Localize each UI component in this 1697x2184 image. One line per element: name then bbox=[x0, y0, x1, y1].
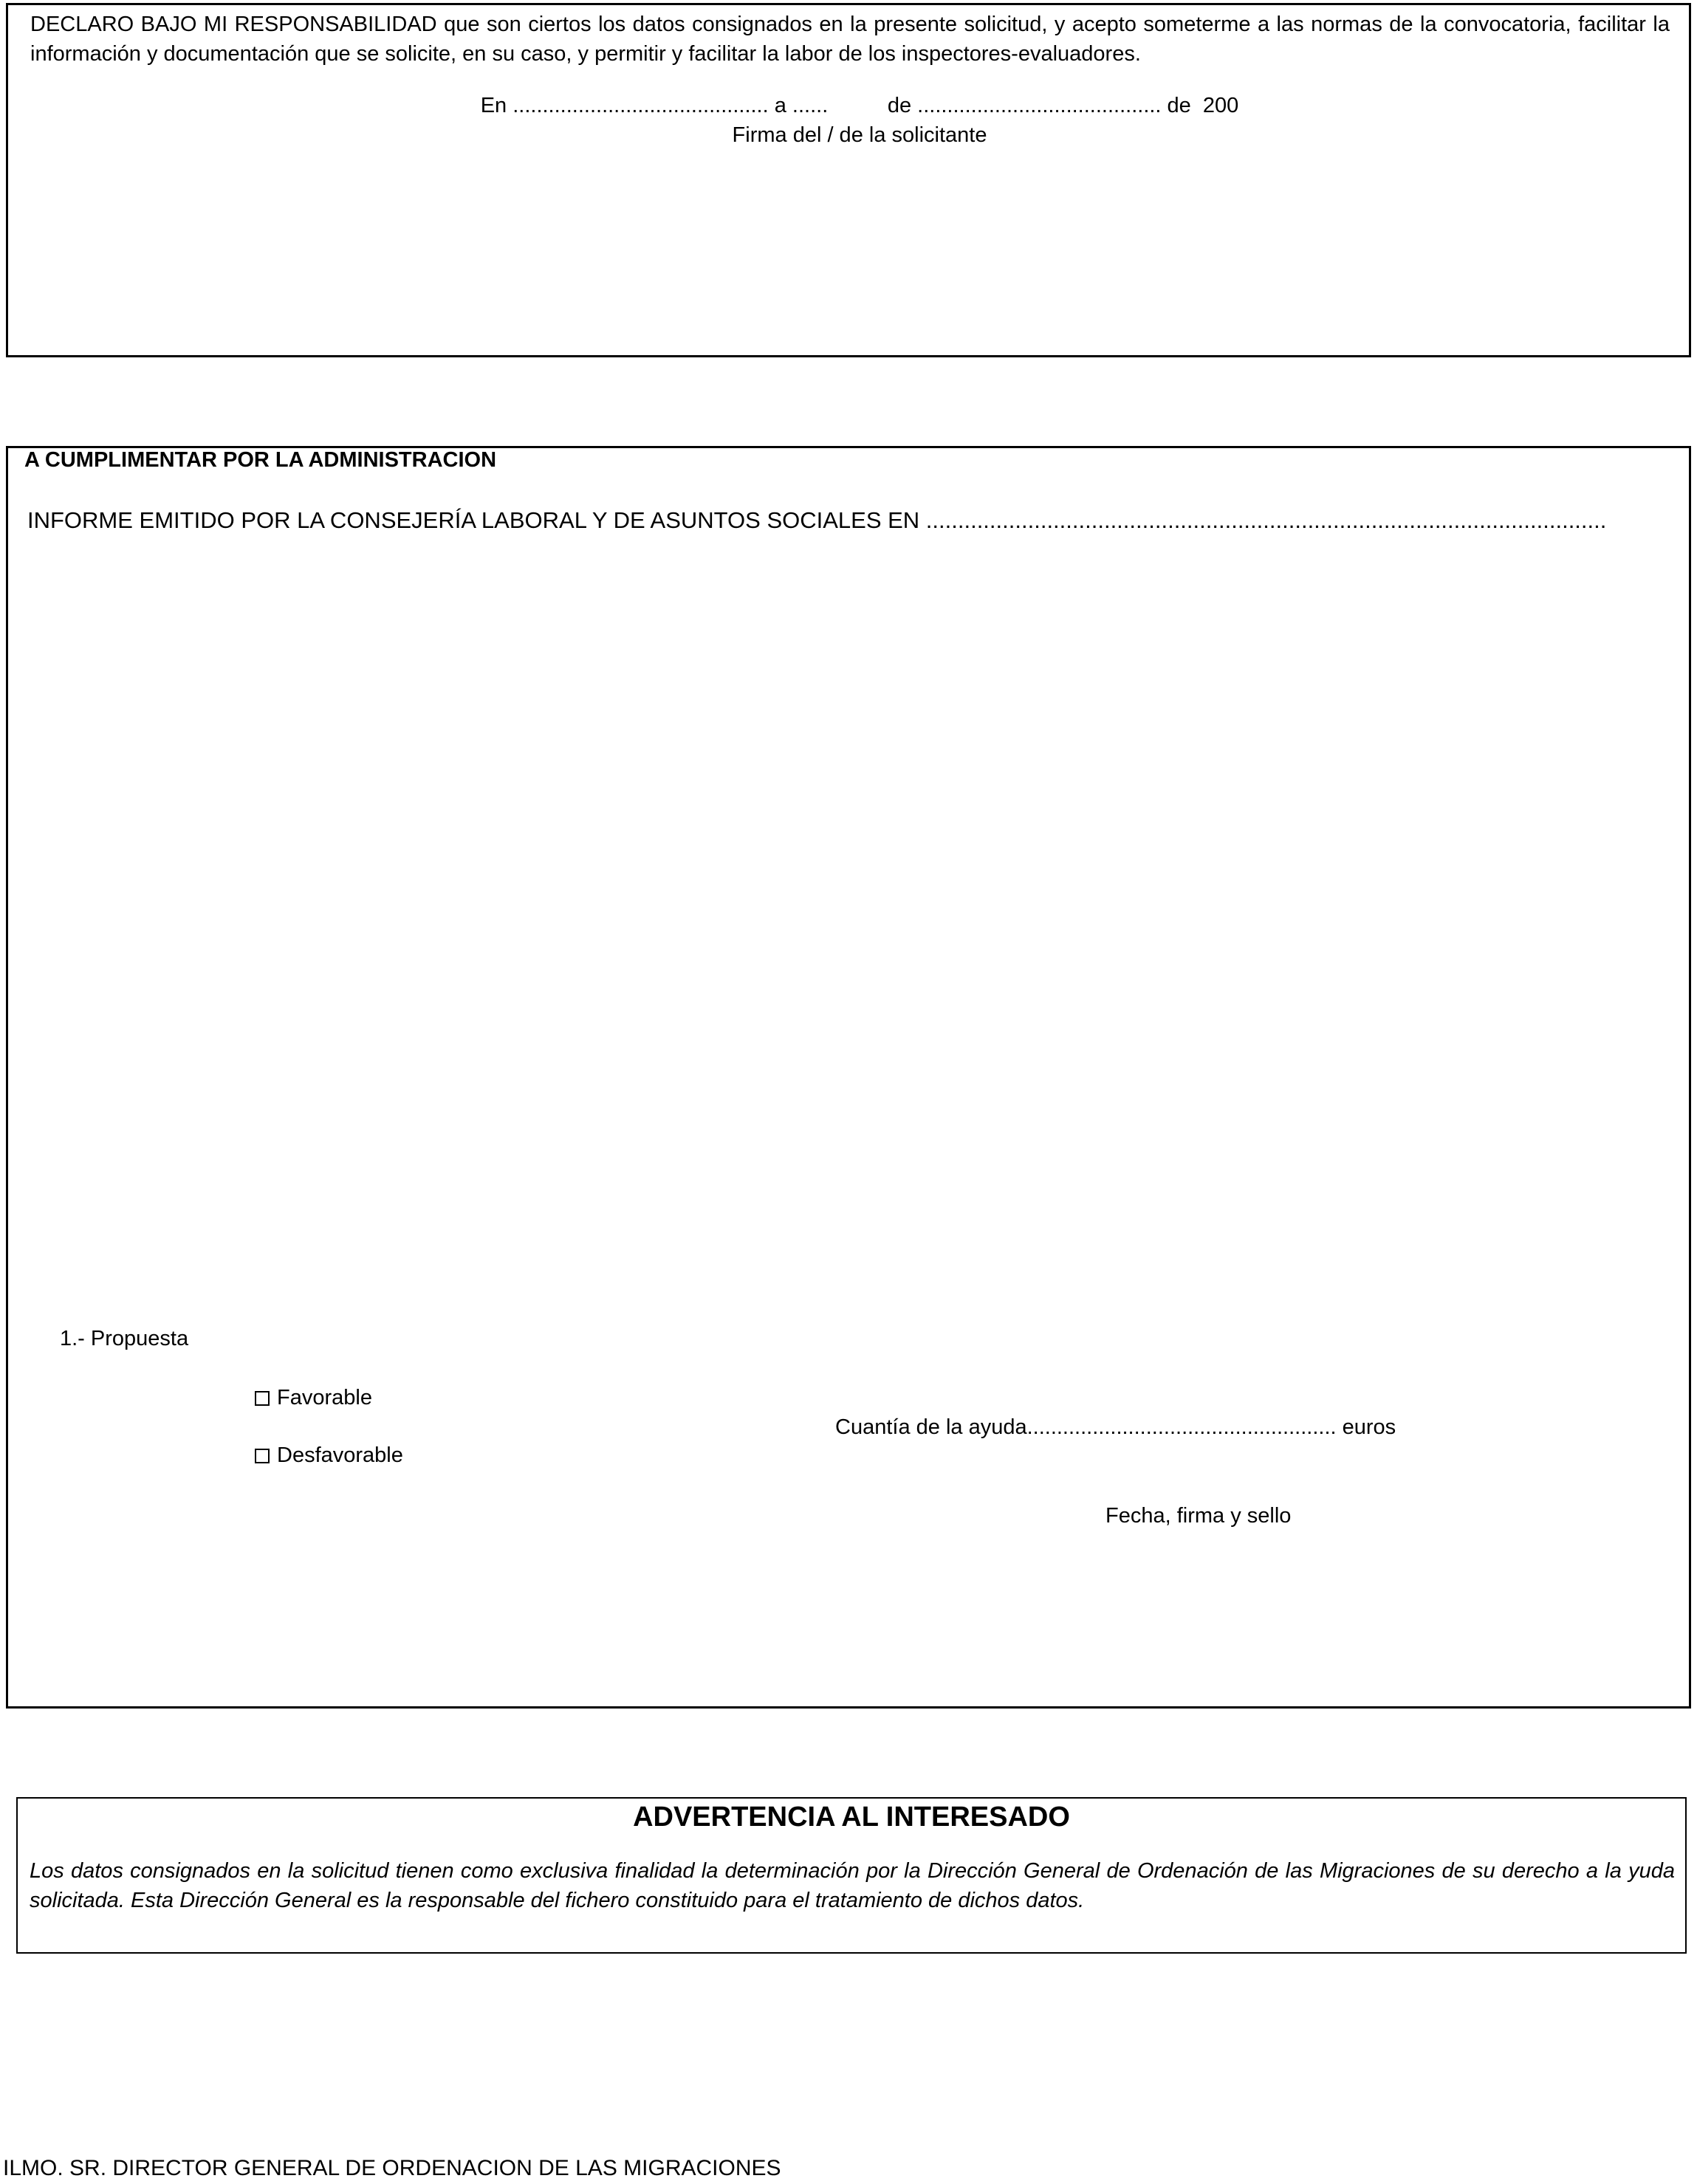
administration-heading: A CUMPLIMENTAR POR LA ADMINISTRACION bbox=[24, 448, 497, 472]
warning-title: ADVERTENCIA AL INTERESADO bbox=[633, 1802, 1070, 1833]
favorable-option[interactable] bbox=[255, 1386, 372, 1410]
signature-caption: Firma del / de la solicitante bbox=[732, 123, 987, 147]
warning-text: Los datos consignados en la solicitud tienen como exclusiva finalidad la determinación por la Dirección General de Ordenación de las Migraciones de su derecho a la yuda solicitada. Esta Dirección General es la responsable del fichero constituido para el tratamiento de dichos datos. bbox=[30, 1859, 1675, 1912]
proposal-label: 1.- Propuesta bbox=[60, 1327, 189, 1350]
report-line: INFORME EMITIDO POR LA CONSEJERÍA LABORAL Y DE ASUNTOS SOCIALES EN ........................................................................................................... bbox=[27, 507, 1607, 533]
date-signature-stamp-caption: Fecha, firma y sello bbox=[1105, 1504, 1292, 1528]
warning-box bbox=[16, 1797, 1687, 1954]
declaration-text: DECLARO BAJO MI RESPONSABILIDAD que son ciertos los datos consignados en la presente solicitud, y acepto someterme a las normas de la convocatoria, facilitar la información y documentación que se solicite, en su caso, y permitir y facilitar la labor de los inspectores-evaluadores. bbox=[30, 13, 1670, 66]
administration-box bbox=[6, 446, 1691, 1709]
aid-amount-line: Cuantía de la ayuda.................................................... euros bbox=[835, 1415, 1396, 1439]
place-date-line: En ........................................... a ...... de ......................................... de 200 bbox=[480, 94, 1239, 117]
unfavorable-option[interactable] bbox=[255, 1443, 403, 1468]
unfavorable-checkbox[interactable] bbox=[255, 1449, 270, 1463]
unfavorable-label: Desfavorable bbox=[277, 1443, 403, 1467]
favorable-checkbox[interactable] bbox=[255, 1391, 270, 1406]
declaration-box bbox=[6, 3, 1691, 357]
favorable-label: Favorable bbox=[277, 1386, 372, 1409]
addressee-line: ILMO. SR. DIRECTOR GENERAL DE ORDENACION DE LAS MIGRACIONES bbox=[3, 2156, 781, 2180]
